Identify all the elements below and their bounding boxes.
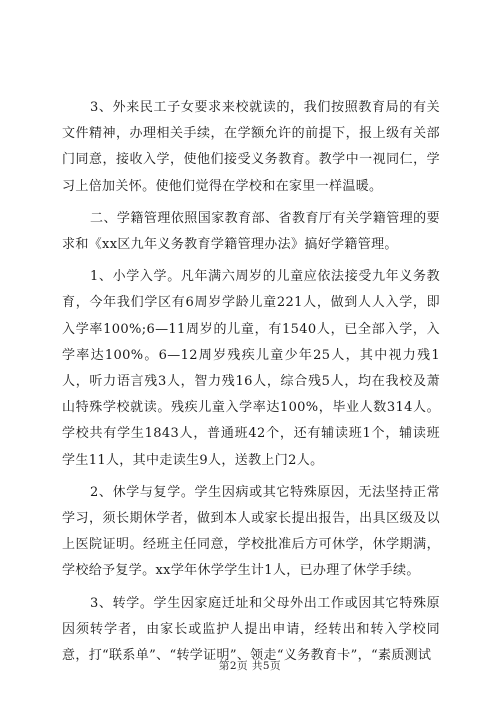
- paragraph-enrollment-management: 二、学籍管理依照国家教育部、省教育厅有关学籍管理的要求和《xx区九年义务教育学籍管理办法》搞好学籍管理。: [62, 210, 440, 253]
- page-number-footer: 第2页 共5页: [218, 660, 282, 672]
- paragraph-suspension-resumption: 2、休学与复学。学生因病或其它特殊原因，无法坚持正常学习，须长期休学者，做到本人或家长提出报告，出具区级及以上医院证明。经班主任同意，学校批准后方可休学，休学期满，学校给予复学。xx学年休学学生计1人，已办理了休学手续。: [62, 484, 440, 579]
- paragraph-transfer: 3、转学。学生因家庭迁址和父母外出工作或因其它特殊原因须转学者，由家长或监护人提出申请，经转出和转入学校同意，打“联系单”、“转学证明”、领走“义务教育卡”，“素质测试: [62, 595, 440, 664]
- document-body: [62, 95, 440, 675]
- paragraph-migrant-children: 3、外来民工子女要求来校就读的，我们按照教育局的有关文件精神，办理相关手续，在学额允许的前提下，报上级有关部门同意，接收入学，使他们接受义务教育。教学中一视同仁，学习上倍加关怀。使他们觉得在学校和在家里一样温暖。: [62, 100, 440, 194]
- paragraph-primary-admission: 1、小学入学。凡年满六周岁的儿童应依法接受九年义务教育，今年我们学区有6周岁学龄儿童221人，做到人人入学，即入学率100%;6—11周岁的儿童，有1540人，已全部入学，入学率达100%。6—12周岁残疾儿童少年25人，其中视力残1人，听力语言残3人，智力残16人，综合残5人，均在我校及萧山特殊学校就读。残疾儿童入学率达100%，毕业人数314人。学校共有学生1843人，普通班42个，还有辅读班1个，辅读班学生11人，其中走读生9人，送教上门2人。: [62, 269, 440, 468]
